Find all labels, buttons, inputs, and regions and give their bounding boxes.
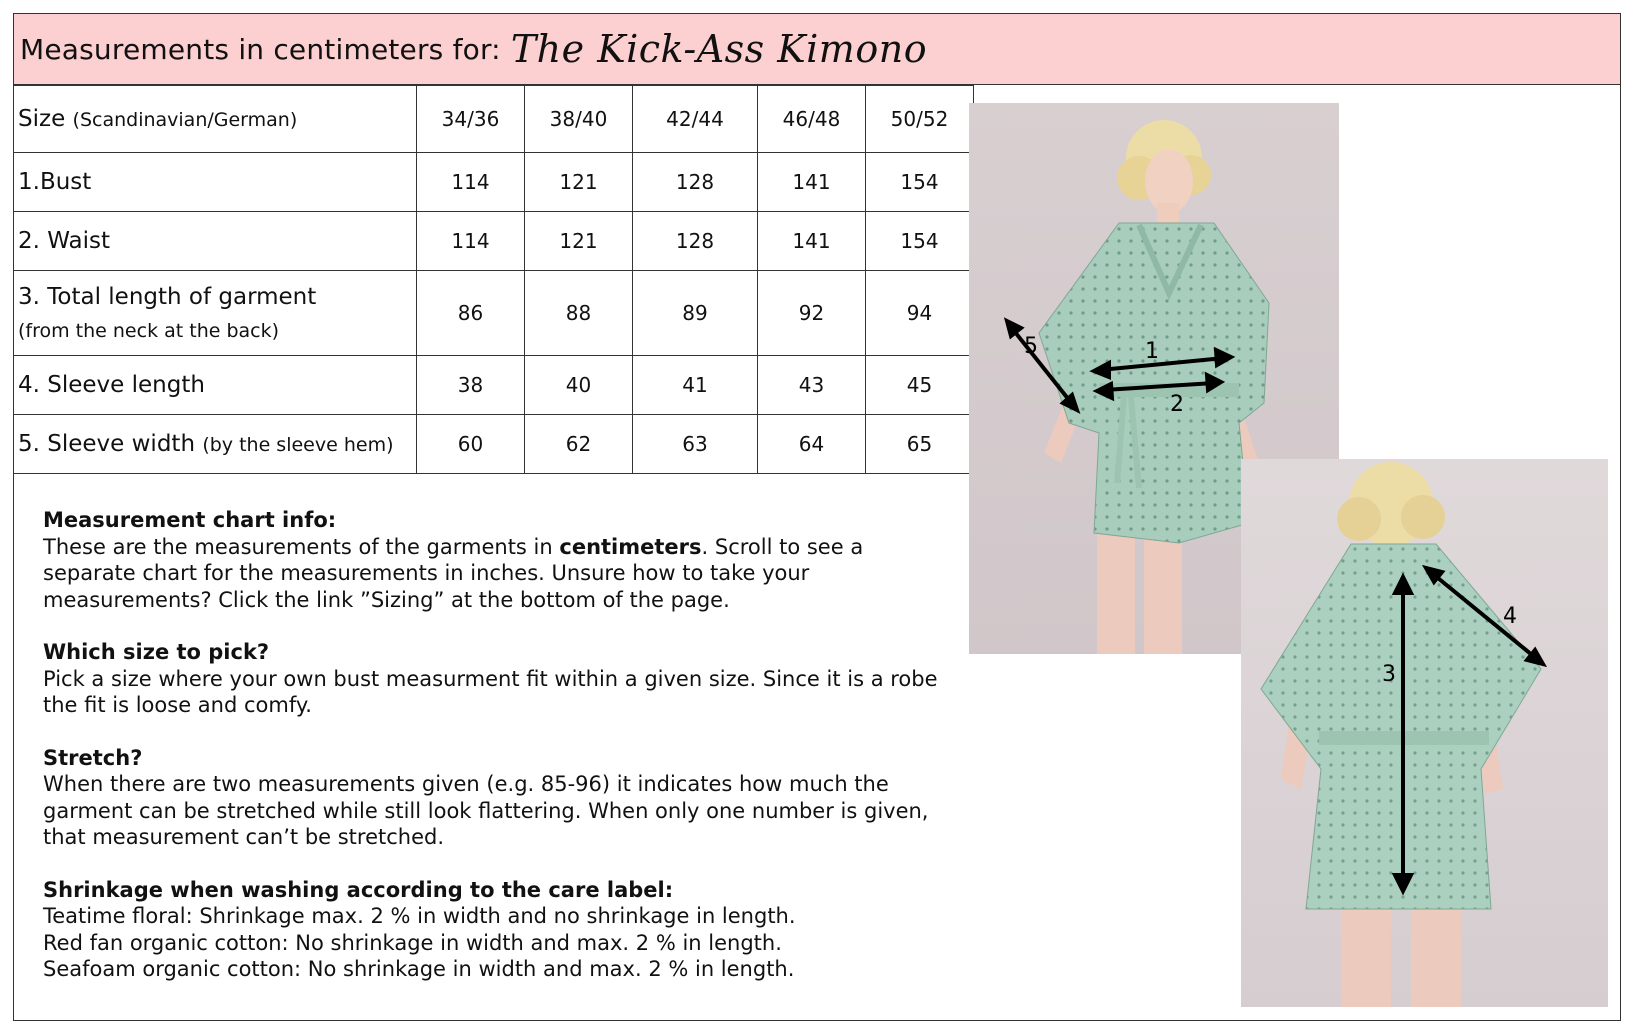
size-column-header: 34/36	[417, 86, 525, 153]
row-note: (by the sleeve hem)	[202, 434, 394, 456]
table-cell: 154	[866, 212, 974, 271]
shrinkage-line: Teatime floral: Shrinkage max. 2 % in width and no shrinkage in length.	[43, 904, 796, 928]
chart-info-heading: Measurement chart info:	[43, 508, 337, 532]
table-cell: 38	[417, 356, 525, 415]
shrinkage-line: Red fan organic cotton: No shrinkage in width and max. 2 % in length.	[43, 930, 782, 955]
table-cell: 89	[633, 271, 758, 356]
table-row	[14, 153, 974, 212]
row-label: 4. Sleeve length	[14, 356, 417, 415]
row-label: 3. Total length of garment	[18, 284, 317, 310]
chart-info-text-part: . Scroll to see a separate chart for the measurements in inches. Unsure how to take your measurements? Click the link ”Sizing” at the bottom of the page.	[43, 534, 864, 612]
table-cell: 92	[758, 271, 866, 356]
table-cell: 141	[758, 153, 866, 212]
table-cell: 114	[417, 153, 525, 212]
measurement-info	[43, 507, 953, 1009]
size-column-header: 50/52	[866, 86, 974, 153]
row-label: 2. Waist	[14, 212, 417, 271]
size-pick-text: Pick a size where your own bust measurment fit within a given size. Since it is a robe the fit is loose and comfy.	[43, 666, 938, 717]
stretch-text: When there are two measurements given (e.g. 85-96) it indicates how much the garment can be stretched while still look flattering. When only one number is given, that measurement can’t be stretched.	[43, 772, 929, 849]
marker-4: 4	[1503, 604, 1517, 629]
size-column-header: 46/48	[758, 86, 866, 153]
back-view-illustration	[1241, 459, 1608, 1007]
page-header	[13, 13, 1621, 85]
stretch-heading: Stretch?	[43, 745, 143, 770]
row-label-cell	[14, 271, 417, 356]
chart-info-text	[43, 534, 953, 614]
table-cell: 88	[525, 271, 633, 356]
table-cell: 63	[633, 415, 758, 474]
table-header-row	[14, 86, 974, 153]
size-pick-heading: Which size to pick?	[43, 640, 270, 664]
chart-info-text-part: These are the measurements of the garments in	[43, 534, 560, 559]
size-pick-block	[43, 639, 953, 719]
table-cell: 128	[633, 212, 758, 271]
shrinkage-block	[43, 877, 953, 983]
table-cell: 40	[525, 356, 633, 415]
product-name: The Kick-Ass Kimono	[510, 27, 928, 71]
marker-2: 2	[1170, 392, 1184, 417]
table-row	[14, 271, 974, 356]
size-note: (Scandinavian/German)	[72, 109, 298, 131]
shrinkage-line: Seafoam organic cotton: No shrinkage in width and max. 2 % in length.	[43, 957, 795, 981]
size-table	[13, 85, 974, 474]
chart-info-emphasis: centimeters	[559, 534, 702, 559]
back-view-photo	[1241, 459, 1608, 1007]
chart-info-block	[43, 507, 953, 613]
marker-5: 5	[1024, 334, 1038, 359]
table-cell: 41	[633, 356, 758, 415]
table-cell: 60	[417, 415, 525, 474]
marker-3: 3	[1382, 662, 1396, 687]
table-cell: 43	[758, 356, 866, 415]
table-cell: 64	[758, 415, 866, 474]
marker-1: 1	[1145, 339, 1159, 364]
table-row	[14, 356, 974, 415]
table-cell: 65	[866, 415, 974, 474]
stretch-block	[43, 745, 953, 851]
table-cell: 121	[525, 212, 633, 271]
size-header-cell	[14, 86, 417, 153]
header-prefix: Measurements in centimeters for:	[20, 32, 501, 66]
table-row	[14, 415, 974, 474]
table-cell: 62	[525, 415, 633, 474]
row-label: 5. Sleeve width	[18, 431, 196, 457]
table-row	[14, 212, 974, 271]
size-column-header: 42/44	[633, 86, 758, 153]
row-note: (from the neck at the back)	[18, 320, 280, 342]
table-cell: 94	[866, 271, 974, 356]
table-cell: 45	[866, 356, 974, 415]
table-cell: 86	[417, 271, 525, 356]
row-label: 1.Bust	[14, 153, 417, 212]
size-column-header: 38/40	[525, 86, 633, 153]
row-label-cell	[14, 415, 417, 474]
table-cell: 128	[633, 153, 758, 212]
table-cell: 154	[866, 153, 974, 212]
table-cell: 141	[758, 212, 866, 271]
shrinkage-heading: Shrinkage when washing according to the care label:	[43, 877, 674, 902]
size-label: Size	[18, 106, 66, 132]
table-cell: 114	[417, 212, 525, 271]
table-cell: 121	[525, 153, 633, 212]
